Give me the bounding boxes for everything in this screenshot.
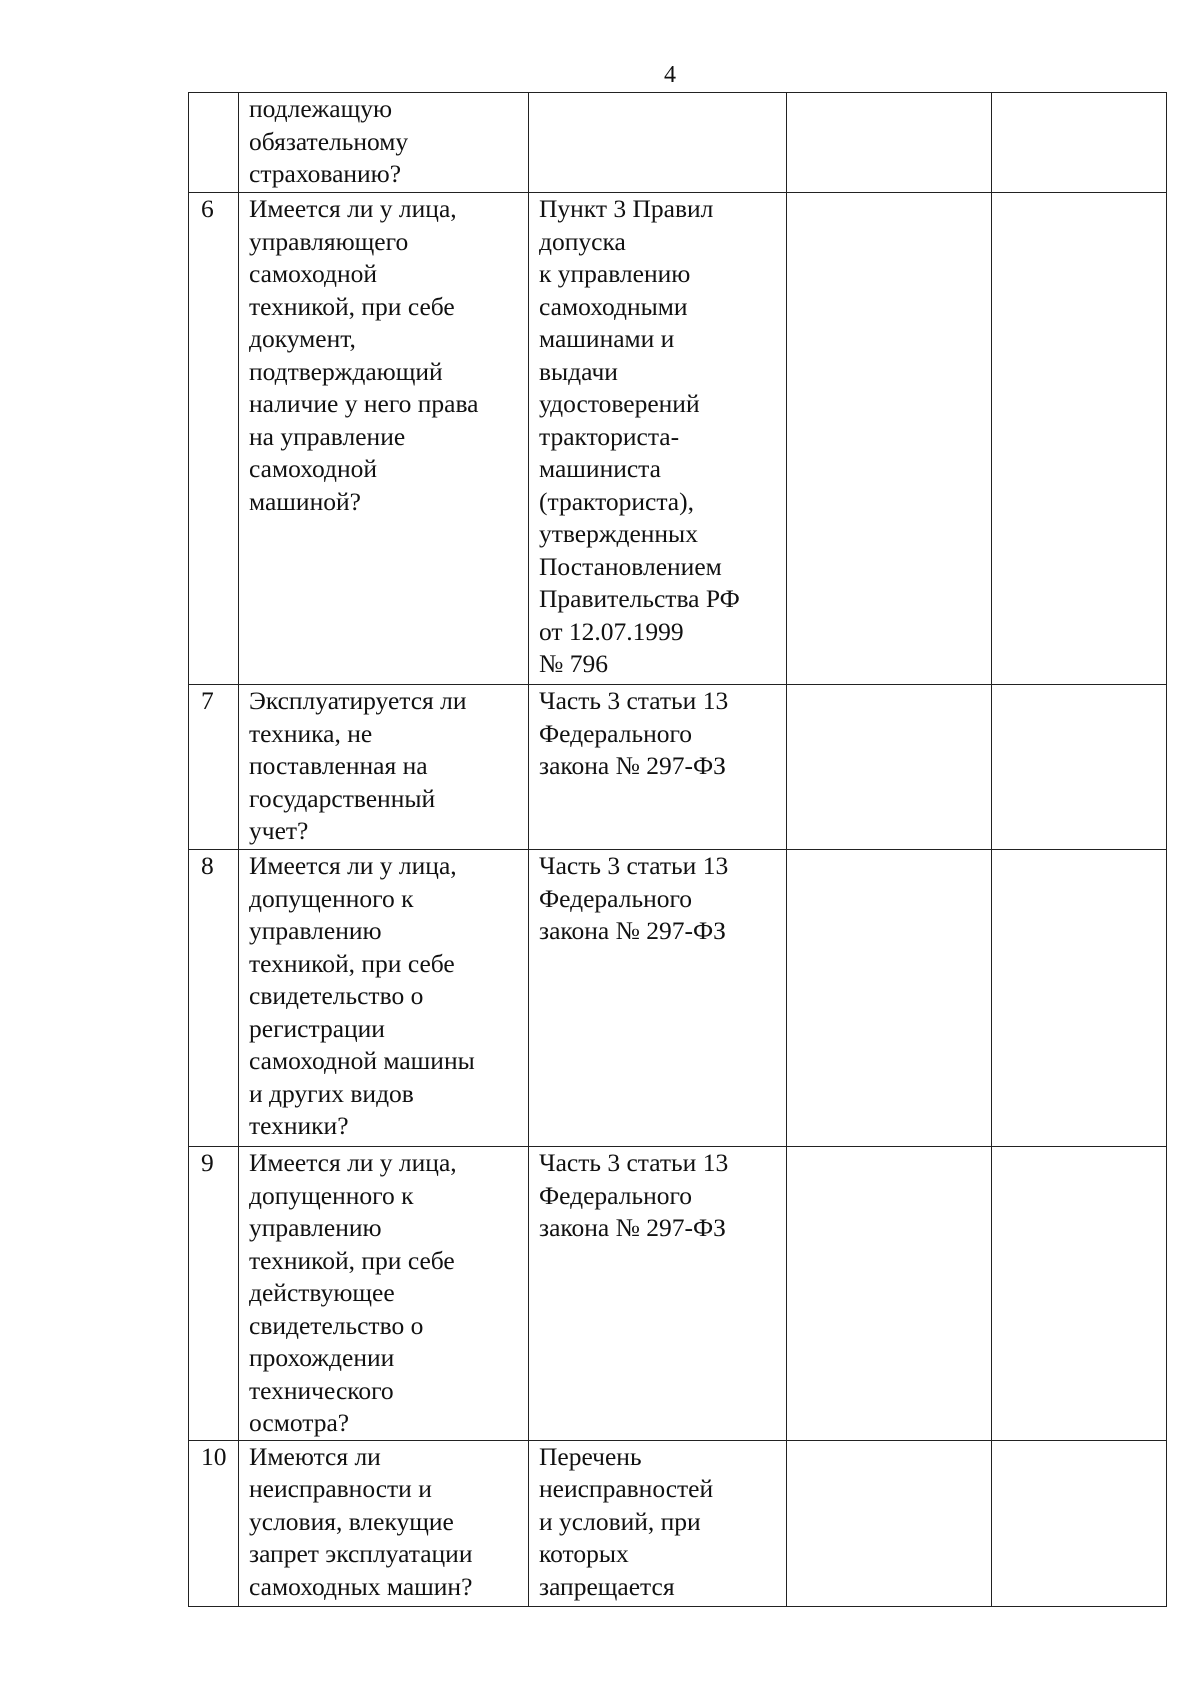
reference-cell: Перечень неисправностей и условий, при которых запрещается — [529, 1440, 787, 1606]
note-cell — [992, 685, 1167, 850]
question-cell: подлежащую обязательному страхованию? — [239, 93, 529, 193]
row-number — [189, 93, 239, 193]
question-cell: Имеются ли неисправности и условия, влекущие запрет эксплуатации самоходных машин? — [239, 1440, 529, 1606]
question-cell: Имеется ли у лица, допущенного к управлению техникой, при себе свидетельство о регистрации самоходной машины и других видов техники? — [239, 850, 529, 1147]
row-number: 8 — [189, 850, 239, 1147]
table-row — [189, 93, 1167, 193]
answer-cell — [787, 193, 992, 685]
row-number: 9 — [189, 1147, 239, 1441]
answer-cell — [787, 685, 992, 850]
table-row — [189, 1147, 1167, 1441]
table-row — [189, 850, 1167, 1147]
note-cell — [992, 850, 1167, 1147]
reference-cell: Пункт 3 Правил допуска к управлению самоходными машинами и выдачи удостоверений тракториста- машиниста (тракториста), утвержденных Постановлением Правительства РФ от 12.07.1999 № 796 — [529, 193, 787, 685]
question-cell: Имеется ли у лица, допущенного к управлению техникой, при себе действующее свидетельство о прохождении технического осмотра? — [239, 1147, 529, 1441]
checklist-table — [188, 92, 1167, 1607]
answer-cell — [787, 93, 992, 193]
answer-cell — [787, 1147, 992, 1441]
page-number: 4 — [664, 62, 676, 88]
note-cell — [992, 93, 1167, 193]
question-cell: Имеется ли у лица, управляющего самоходной техникой, при себе документ, подтверждающий наличие у него права на управление самоходной машиной? — [239, 193, 529, 685]
row-number: 6 — [189, 193, 239, 685]
reference-cell: Часть 3 статьи 13 Федерального закона № 297-ФЗ — [529, 685, 787, 850]
note-cell — [992, 193, 1167, 685]
table-row — [189, 1440, 1167, 1606]
reference-cell — [529, 93, 787, 193]
reference-cell: Часть 3 статьи 13 Федерального закона № 297-ФЗ — [529, 850, 787, 1147]
note-cell — [992, 1440, 1167, 1606]
reference-cell: Часть 3 статьи 13 Федерального закона № 297-ФЗ — [529, 1147, 787, 1441]
answer-cell — [787, 1440, 992, 1606]
table-row — [189, 685, 1167, 850]
table-row — [189, 193, 1167, 685]
row-number: 10 — [189, 1440, 239, 1606]
row-number: 7 — [189, 685, 239, 850]
question-cell: Эксплуатируется ли техника, не поставленная на государственный учет? — [239, 685, 529, 850]
note-cell — [992, 1147, 1167, 1441]
answer-cell — [787, 850, 992, 1147]
